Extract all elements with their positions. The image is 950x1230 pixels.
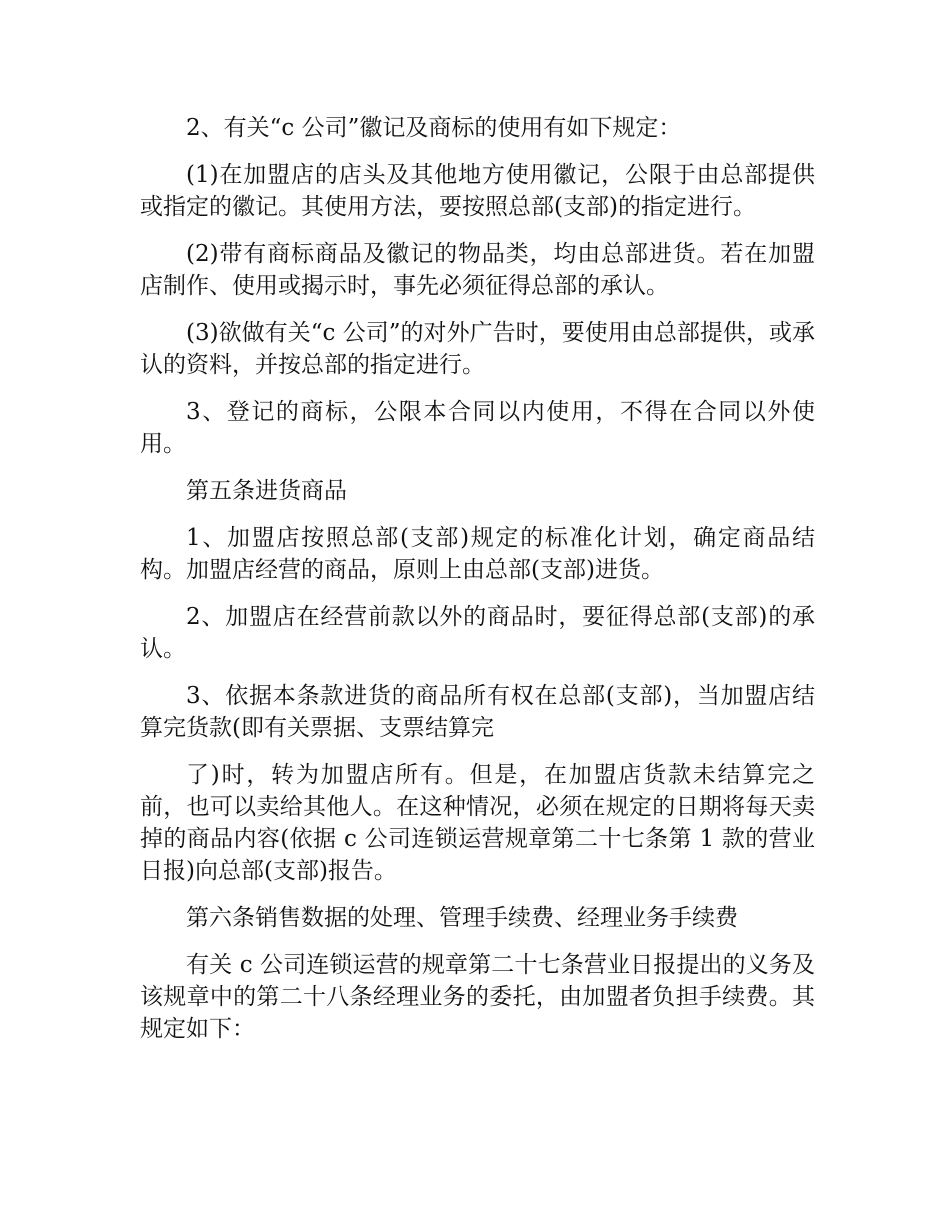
paragraph-ownership: 3、依据本条款进货的商品所有权在总部(支部)，当加盟店结算完货款(即有关票据、支票结算完 [140, 683, 815, 741]
paragraph-logo-trademark-rules: 2、有关“c 公司”徽记及商标的使用有如下规定： [186, 115, 682, 141]
paragraph-ownership-continued: 了)时，转为加盟店所有。但是，在加盟店货款未结算完之前，也可以卖给其他人。在这种情况，必须在规定的日期将每天卖掉的商品内容(依据 c 公司连锁运营规章第二十七条第 1 款的营业日报)向总部(支部)报告。 [140, 762, 815, 884]
paragraph-product-structure: 1、加盟店按照总部(支部)规定的标准化计划，确定商品结构。加盟店经营的商品，原则上由总部(支部)进货。 [140, 525, 815, 583]
section-heading-article-5: 第五条进货商品 [186, 478, 347, 504]
paragraph-advertising: (3)欲做有关“c 公司”的对外广告时，要使用由总部提供，或承认的资料，并按总部的指定进行。 [140, 320, 815, 378]
section-heading-article-6: 第六条销售数据的处理、管理手续费、经理业务手续费 [186, 905, 738, 931]
paragraph-logo-usage: (1)在加盟店的店头及其他地方使用徽记，公限于由总部提供或指定的徽记。其使用方法，要按照总部(支部)的指定进行。 [140, 162, 815, 220]
paragraph-fees: 有关 c 公司连锁运营的规章第二十七条营业日报提出的义务及该规章中的第二十八条经理业务的委托，由加盟者负担手续费。其规定如下： [140, 952, 815, 1042]
document-body [140, 112, 815, 1060]
paragraph-trademark-goods: (2)带有商标商品及徽记的物品类，均由总部进货。若在加盟店制作、使用或揭示时，事先必须征得总部的承认。 [140, 241, 815, 299]
paragraph-registered-trademark: 3、登记的商标，公限本合同以内使用，不得在合同以外使用。 [140, 399, 815, 457]
paragraph-other-goods: 2、加盟店在经营前款以外的商品时，要征得总部(支部)的承认。 [140, 604, 815, 662]
